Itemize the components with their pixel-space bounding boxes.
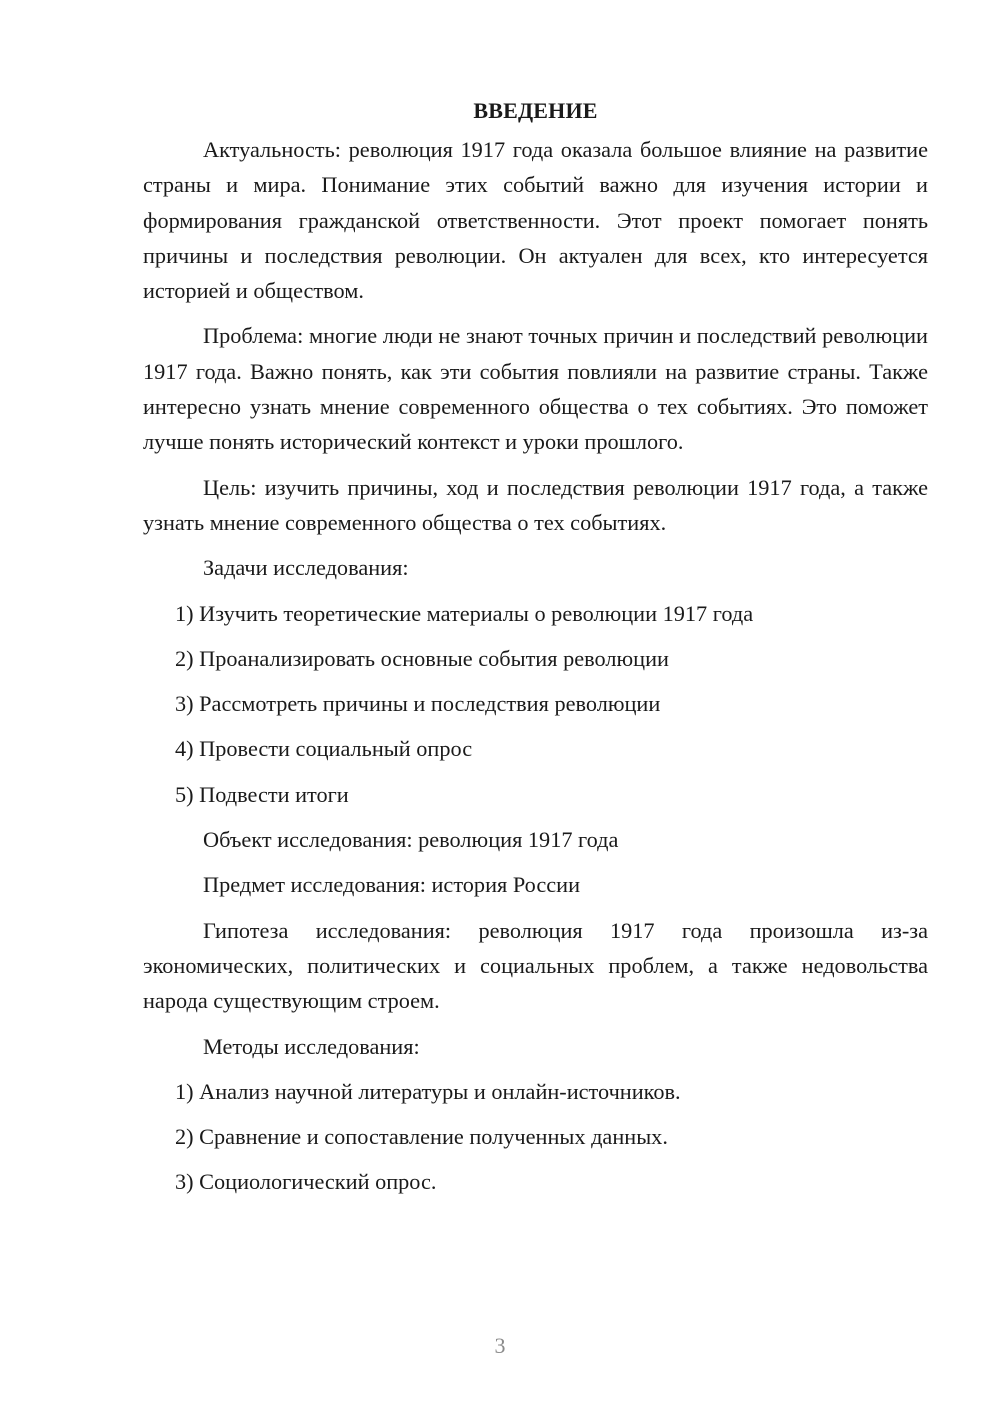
- goal-paragraph: Цель: изучить причины, ход и последствия революции 1917 года, а также узнать мнение современного общества о тех событиях.: [143, 474, 928, 535]
- task-item: 5) Подвести итоги: [175, 781, 349, 807]
- relevance-paragraph: Актуальность: революция 1917 года оказала большое влияние на развитие страны и мира. Понимание этих событий важно для изучения истории и формирования гражданской ответственности. Этот проект помогает понять причины и последствия революции. Он актуален для всех, кто интересуется историей и обществом.: [143, 137, 928, 304]
- page-number: 3: [494, 1333, 506, 1358]
- tasks-heading: Задачи исследования:: [203, 555, 409, 581]
- method-item: 2) Сравнение и сопоставление полученных данных.: [175, 1124, 668, 1150]
- tasks-list: [143, 596, 928, 812]
- task-item: 3) Рассмотреть причины и последствия революции: [175, 691, 661, 717]
- object-paragraph: Объект исследования: революция 1917 года: [203, 827, 619, 853]
- methods-heading: Методы исследования:: [203, 1033, 420, 1059]
- section-title: ВВЕДЕНИЕ: [473, 98, 598, 123]
- subject-paragraph: Предмет исследования: история России: [203, 872, 581, 898]
- task-item: 4) Провести социальный опрос: [175, 736, 473, 762]
- task-item: 1) Изучить теоретические материалы о революции 1917 года: [175, 600, 754, 626]
- document-page: [143, 94, 928, 1210]
- hypothesis-paragraph: Гипотеза исследования: революция 1917 года произошла из-за экономических, политических и социальных проблем, а также недовольства народа существующим строем.: [143, 917, 928, 1014]
- method-item: 1) Анализ научной литературы и онлайн-источников.: [175, 1078, 681, 1104]
- problem-paragraph: Проблема: многие люди не знают точных причин и последствий революции 1917 года. Важно понять, как эти события повлияли на развитие страны. Также интересно узнать мнение современного общества о тех событиях. Это поможет лучше понять исторический контекст и уроки прошлого.: [143, 323, 928, 455]
- methods-list: [143, 1074, 928, 1200]
- method-item: 3) Социологический опрос.: [175, 1169, 437, 1195]
- task-item: 2) Проанализировать основные события революции: [175, 645, 669, 671]
